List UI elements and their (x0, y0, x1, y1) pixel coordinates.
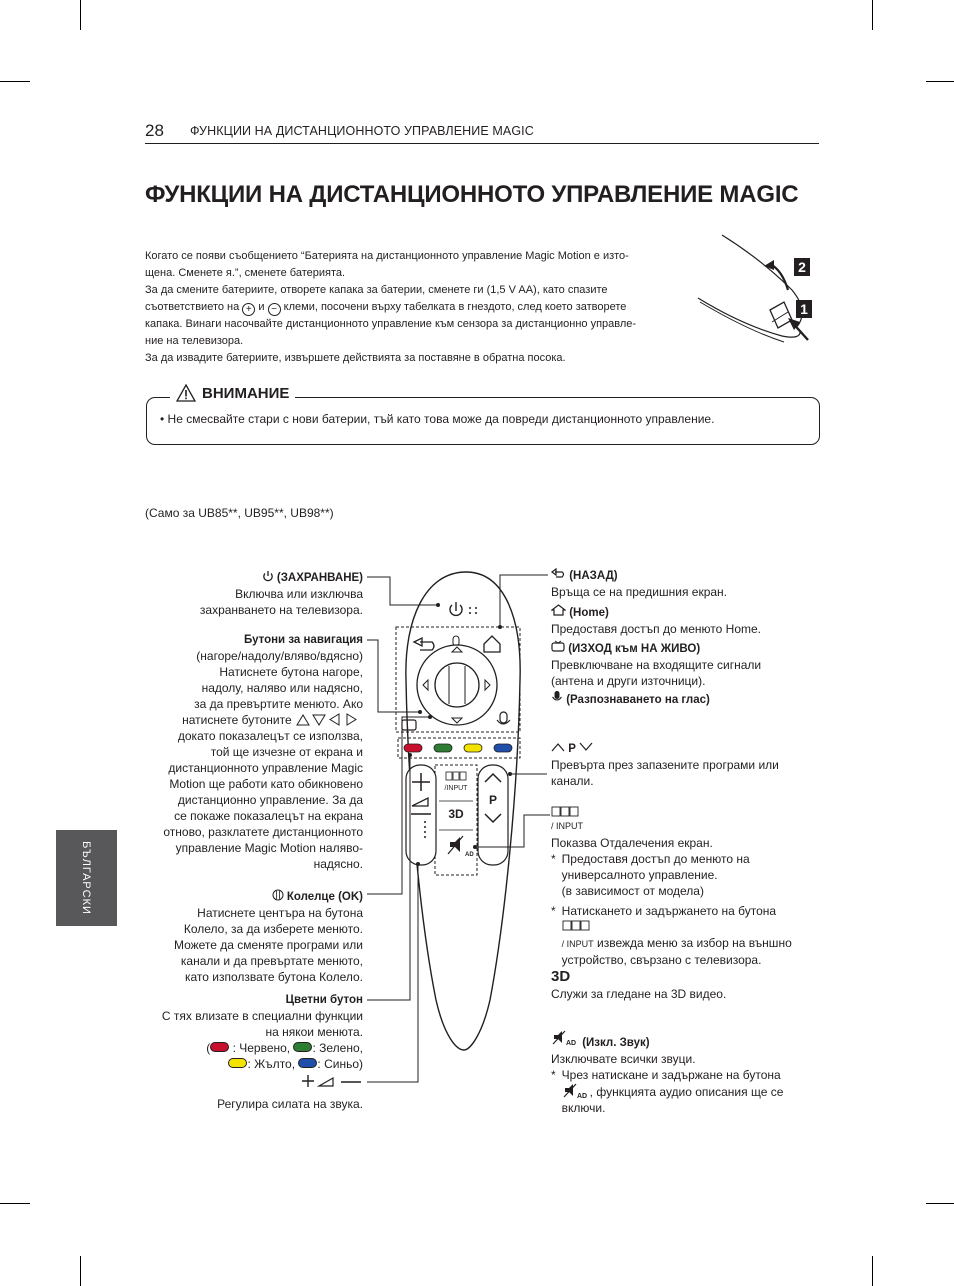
3d-icon: 3D (551, 968, 571, 985)
page-title: ФУНКЦИИ НА ДИСТАНЦИОННОТО УПРАВЛЕНИЕ MAGIC (145, 181, 799, 208)
color-buttons-description (162, 992, 363, 1072)
back-description (551, 568, 727, 600)
asterisk: * (551, 1068, 556, 1082)
color-line: С тях влизате в специални функции (161, 1009, 363, 1023)
intro-line: За да смените батериите, отворете капака за батерии, сменете ги (1,5 V AA), като спазите (145, 284, 608, 296)
caution-text (160, 412, 714, 426)
input-line: Показва Отдалечения екран. (551, 836, 713, 850)
mute-description (551, 1030, 821, 1116)
nav-line: надясно. (313, 857, 363, 871)
red-button[interactable] (404, 744, 422, 752)
wheel-title: Колелце (OK) (286, 891, 363, 903)
input-note-text: извежда меню за избор на външно (597, 936, 792, 950)
voice-description (551, 690, 710, 708)
nav-line-text: натиснете бутоните (182, 713, 292, 727)
warning-triangle-icon (176, 384, 196, 402)
nav-line: се покаже показалецът на екрана (174, 809, 363, 823)
step-1-label: 1 (800, 301, 808, 317)
mute-ad-icon (551, 1030, 579, 1046)
step-2-label: 2 (798, 259, 806, 275)
intro-line: За да извадите батериите, извършете действията за поставяне в обратна посока. (145, 352, 566, 364)
volume-icon (301, 1074, 363, 1088)
back-icon (551, 568, 566, 579)
home-heading (551, 604, 761, 621)
ad-mini-text: AD (566, 1040, 577, 1046)
blue-swatch-icon (298, 1058, 317, 1068)
home-line: Предоставя достъп до менюто Home. (551, 622, 762, 636)
program-up-small-icon (551, 742, 565, 752)
intro-line: капака. Винаги насочвайте дистанционното управление към сензора за дистанционно управле- (145, 318, 637, 330)
crop-mark (872, 1256, 873, 1286)
input-label: / INPUT (551, 821, 584, 831)
microphone-icon (551, 690, 563, 703)
color-line (162, 1056, 363, 1072)
power-title: (ЗАХРАНВАНЕ) (276, 572, 363, 584)
volume-icons (217, 1074, 363, 1092)
red-label: : Червено, (232, 1041, 291, 1055)
mute-note-line: Чрез натискане и задържане на бутона (561, 1068, 781, 1082)
color-title: Цветни бутон (285, 994, 363, 1006)
input-text: /INPUT (444, 785, 468, 792)
volume-line: Регулира силата на звука. (217, 1097, 363, 1111)
plus-terminal-icon: + (242, 303, 255, 316)
input-note-line: Натискането и задържането на бутона (561, 904, 777, 918)
3d-button[interactable]: 3D (448, 807, 464, 821)
color-line (162, 1040, 363, 1056)
crop-mark (872, 0, 873, 30)
mute-heading (551, 1030, 821, 1051)
volume-description (217, 1074, 363, 1112)
blue-label: : Синьо) (317, 1057, 363, 1071)
nav-line: управление Magic Motion наляво- (175, 841, 363, 855)
green-swatch-icon (293, 1042, 312, 1052)
nav-line: за да превъртите менюто. Ако (194, 697, 363, 711)
back-heading (551, 568, 727, 584)
wheel-ok-button[interactable] (435, 663, 479, 707)
mute-title: (Изкл. Звук) (582, 1037, 650, 1049)
input-note (551, 903, 821, 968)
color-paren: ( (206, 1041, 211, 1055)
header-rule (145, 143, 819, 144)
crop-mark (80, 0, 81, 30)
caution-heading (170, 384, 295, 402)
models-note: (Само за UB85**, UB95**, UB98**) (145, 506, 334, 520)
intro-text-part: съответствието на (145, 301, 240, 313)
power-line: захранването на телевизора. (199, 603, 363, 617)
nav-title: Бутони за навигация (243, 634, 363, 646)
intro-line: щена. Сменете я.”, сменете батерията. (145, 267, 346, 279)
green-button[interactable] (434, 744, 452, 752)
voice-heading (551, 690, 710, 708)
input-note-line: Предоставя достъп до менюто на (561, 852, 750, 866)
mute-note (551, 1067, 821, 1116)
yellow-button[interactable] (464, 744, 482, 752)
intro-line: ние на телевизора. (145, 335, 244, 347)
crop-mark (926, 81, 954, 82)
running-title: ФУНКЦИИ НА ДИСТАНЦИОННОТО УПРАВЛЕНИЕ MAGIC (190, 124, 534, 138)
input-note-icon (562, 919, 792, 935)
language-label: БЪЛГАРСКИ (80, 841, 92, 915)
program-line: Превърта през запазените програми или (551, 758, 779, 772)
live-tv-line: Превключване на входящите сигнали (551, 658, 762, 672)
arrow-buttons-icon (295, 713, 363, 726)
nav-line: Motion ще работи като обикновено (169, 777, 363, 791)
intro-text (145, 248, 690, 367)
back-line: Връща се на предишния екран. (551, 585, 728, 599)
input-note-line: устройство, свързано с телевизора. (561, 953, 762, 967)
intro-text-part: и (258, 301, 265, 313)
caution-title: ВНИМАНИЕ (202, 384, 290, 402)
voice-title: (Разпознаването на глас) (566, 694, 710, 706)
power-heading (200, 570, 363, 586)
asterisk: * (551, 852, 556, 866)
intro-text-part: клеми, посочени върху табелката в гнездото, след което затворете (283, 301, 627, 313)
nav-line: дистанционното управление Magic (168, 761, 363, 775)
live-tv-icon (551, 640, 565, 652)
intro-line: Когато се появи съобщението “Батерията на дистанционното управление Magic Motion е изто- (145, 250, 629, 262)
yellow-label: : Жълто, (247, 1057, 296, 1071)
red-swatch-icon (210, 1042, 229, 1052)
live-tv-line: (антена и други източници). (551, 674, 706, 688)
nav-line: Натиснете бутона нагоре, (219, 665, 363, 679)
input-heading (551, 805, 821, 821)
crop-mark (80, 1256, 81, 1286)
input-note (551, 851, 821, 899)
color-line: на някои менюта. (265, 1025, 363, 1039)
nav-line: надолу, наляво или надясно, (201, 681, 363, 695)
input-description (551, 805, 821, 968)
mute-note-line: включи. (561, 1101, 606, 1115)
nav-line: (нагоре/надолу/вляво/вдясно) (196, 649, 363, 663)
program-letter: P (488, 793, 498, 807)
number-keys-icon (551, 806, 581, 817)
nav-line: докато показалецът се използва, (177, 729, 363, 743)
battery-cover-illustration (692, 230, 820, 350)
program-line: канали. (551, 774, 594, 788)
mute-note-line (562, 1083, 784, 1100)
crop-mark (0, 81, 30, 82)
wheel-line: Можете да сменяте програми или (173, 938, 363, 952)
bullet: • (160, 412, 165, 426)
program-p-letter: P (568, 743, 576, 755)
back-title: (НАЗАД) (569, 570, 618, 582)
mute-ad-icon (562, 1083, 590, 1099)
navigation-description (163, 632, 363, 872)
wheel-line: Натиснете центъра на бутона (197, 906, 363, 920)
3d-line: Служи за гледане на 3D видео. (551, 987, 727, 1001)
power-line: Включва или изключва (235, 587, 363, 601)
page-number: 28 (145, 121, 164, 140)
home-title: (Home) (569, 607, 609, 619)
power-icon (262, 570, 274, 582)
live-tv-description (551, 640, 761, 689)
wheel-line: канали и да превъртате менюто, (180, 954, 363, 968)
nav-line: дистанционно управление. За да (177, 793, 363, 807)
ad-text: AD (465, 852, 474, 858)
program-heading (551, 741, 779, 757)
input-note-line (562, 935, 792, 952)
home-description (551, 604, 761, 637)
yellow-swatch-icon (228, 1058, 247, 1068)
wheel-line: Колело, за да изберете менюто. (183, 922, 363, 936)
asterisk: * (551, 904, 556, 918)
input-note-line: универсалното управление. (561, 868, 718, 882)
green-label: : Зелено, (312, 1041, 363, 1055)
wheel-icon (272, 889, 284, 901)
crop-mark (0, 1203, 30, 1204)
mute-note-text: , функцията аудио описания ще се (589, 1085, 784, 1099)
input-label-inline: / INPUT (561, 939, 594, 949)
live-tv-title: (ИЗХОД към НА ЖИВО) (568, 643, 701, 655)
crop-mark (926, 1203, 954, 1204)
home-icon (551, 604, 566, 616)
live-tv-heading (551, 640, 761, 657)
program-rocker[interactable] (478, 765, 508, 865)
input-note-line: (в зависимост от модела) (561, 884, 704, 898)
program-description (551, 741, 779, 789)
ad-mini-text: AD (576, 1093, 587, 1099)
blue-button[interactable] (494, 744, 512, 752)
wheel-heading (174, 889, 363, 905)
mute-line: Изключвате всички звуци. (551, 1052, 696, 1066)
3d-description (551, 968, 726, 1002)
intro-line (145, 299, 690, 316)
program-down-small-icon (579, 742, 593, 752)
minus-terminal-icon: − (268, 303, 281, 316)
number-keys-icon (562, 920, 592, 931)
nav-line: отново, разклатете дистанционното (163, 825, 363, 839)
caution-body: Не смесвайте стари с нови батерии, тъй като това може да повреди дистанционното управление. (167, 412, 715, 426)
power-description (200, 570, 363, 618)
wheel-line: като използвате бутона Колело. (184, 970, 363, 984)
nav-line: той ще изчезне от екрана и (210, 745, 363, 759)
nav-line (163, 712, 363, 728)
wheel-description (174, 889, 363, 985)
